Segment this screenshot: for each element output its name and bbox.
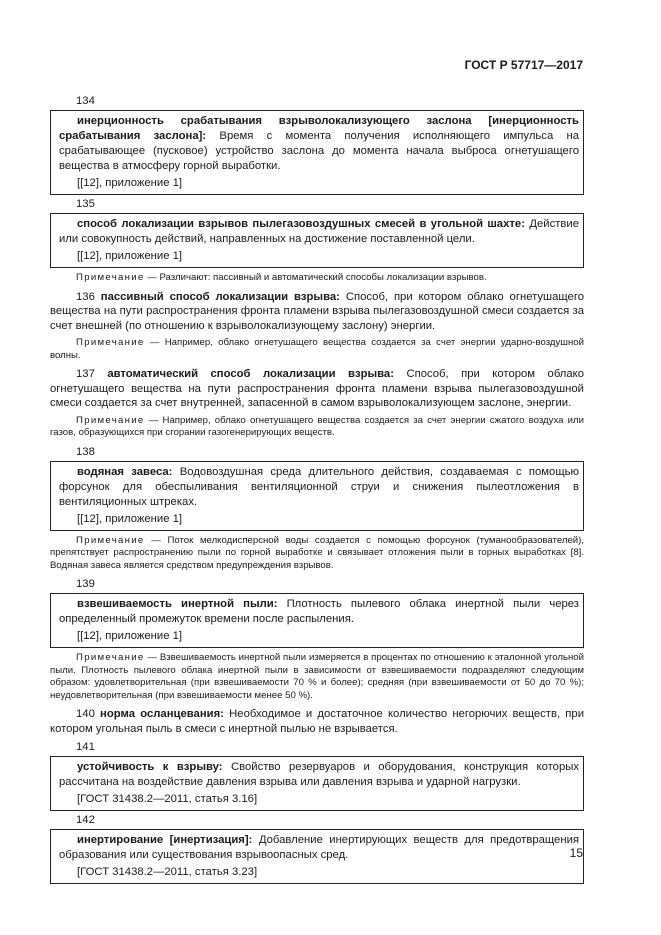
source-reference: [[12], приложение 1] (77, 250, 183, 262)
note-label: Примечание (76, 534, 145, 546)
definition: Водовоздушная среда длительного действия, создаваемая с помощью форсунок для обеспыливания вентиляционной струи и снижения пылеотложения в вентиляционных штреках. (59, 465, 579, 508)
source-reference: [[12], приложение 1] (77, 630, 183, 642)
note-139 (50, 652, 584, 702)
note-137 (50, 415, 584, 440)
term-box-138 (50, 461, 584, 531)
source-reference: [ГОСТ 31438.2—2011, статья 3.23] (77, 866, 258, 878)
document-code: ГОСТ Р 57717—2017 (464, 58, 583, 72)
term: инерционность срабатывания взрыволокализующего заслона [инерционность срабатывания заслона]: (59, 115, 579, 142)
term: устойчивость к взрыву: (77, 761, 223, 773)
term-definition (59, 465, 579, 510)
term-box-139 (50, 593, 584, 648)
definition: Свойство резервуаров и оборудования, конструкция которых рассчитана на воздействие давления взрыва или давления взрыва и ударной нагрузки. (59, 761, 580, 788)
definition: Время с момента получения исполняющего импульса на срабатывающее (пусковое) устройство заслона до момента начала выброса огнетушащего вещества в атмосферу горной выработки. (59, 130, 579, 172)
entry-number: 136 (76, 290, 95, 303)
definition: Способ, при котором облако огнетушащего вещества на пути распространения фронта пламени взрыва пылегазовоздушной смеси создается за счет внешней (по отношению к взрыволокализующему заслону) энергии. (50, 290, 584, 332)
term-definition (59, 597, 579, 627)
note-label: Примечание (76, 272, 145, 283)
note-135 (50, 272, 584, 285)
note-label: Примечание (76, 652, 145, 663)
entry-number: 138 (76, 445, 95, 458)
note-text: — Различают: пассивный и автоматический способы локализации взрывов. (147, 272, 487, 283)
source-reference: [[12], приложение 1] (77, 512, 183, 525)
term: автоматический способ локализации взрыва: (107, 368, 394, 380)
entry-137 (50, 367, 584, 411)
term-box-142 (50, 829, 584, 884)
term: взвешиваемость инертной пыли: (77, 598, 278, 610)
note-text: — Например, облако огнетушащего вещества создается за счет энергии ударно-воздушной волны. (50, 337, 584, 361)
term-definition (59, 833, 579, 863)
entry-number: 140 (76, 708, 95, 720)
note-138 (50, 535, 584, 573)
page-number: 15 (569, 846, 583, 860)
page-content (50, 94, 584, 886)
entry-number: 142 (76, 814, 95, 826)
definition: Плотность пылевого облака инертной пыли через определенный промежуток времени после распыления. (59, 598, 579, 625)
note-text: — Взвешиваемость инертной пыли измеряется в процентах по отношению к эталонной угольной пыли. Плотность пылевого облака инертной пыли в зависимости от взвешиваемости подразделяют следующим образом: удовлетворительная (при взвешиваемости 70 % и более); средняя (при взвешиваемости от 50 до 70 %); неудовлетворительная (при взвешиваемости менее 50 %). (50, 652, 585, 701)
term-box-141 (50, 756, 584, 811)
term: пассивный способ локализации взрыва: (100, 290, 340, 303)
definition: Необходимое и достаточное количество негорючих веществ, при котором угольная пыль в смеси с инертной пылью не взрывается. (50, 708, 585, 735)
term: водяная завеса: (77, 465, 173, 478)
entry-number: 139 (76, 578, 95, 590)
source-reference: [[12], приложение 1] (77, 177, 183, 189)
entry-number: 134 (76, 95, 95, 107)
note-label: Примечание (76, 414, 145, 426)
entry-number: 135 (76, 198, 95, 210)
term-box-135 (50, 213, 584, 268)
term: норма осланцевания: (100, 708, 224, 720)
entry-number: 141 (76, 741, 95, 753)
term: способ локализации взрывов пылегазовоздушных смесей в угольной шахте: (77, 218, 525, 230)
term-box-134 (50, 110, 584, 195)
definition: Добавление инертирующих веществ для предотвращения образования или существования взрывоопасных сред. (59, 834, 580, 861)
definition: Действие или совокупность действий, направленных на достижение поставленной цели. (59, 218, 579, 245)
term: инертирование [инертизация]: (77, 834, 253, 846)
source-reference: [ГОСТ 31438.2—2011, статья 3.16] (77, 793, 258, 805)
note-label: Примечание (76, 337, 145, 348)
entry-number: 137 (76, 368, 95, 380)
note-text: — Например, облако огнетушащего вещества создается за счет энергии сжатого воздуха или газов, образующихся при сгорании газогенерирующих веществ. (50, 414, 584, 438)
entry-136 (50, 290, 584, 334)
entry-140 (50, 707, 584, 736)
definition: Способ, при котором облако огнетушащего вещества на пути распространения фронта пламени взрыва пылегазовоздушной смеси создается за счет внутренней, запасенной в самом взрыволокализующем заслоне, энергии. (50, 368, 585, 409)
term-definition (59, 760, 579, 790)
term-definition (59, 114, 579, 174)
note-136 (50, 337, 584, 362)
note-text: — Поток мелкодисперсной воды создается с помощью форсунок (туманообразователей), препятствует распространению пыли по горной выработке и связывает отложения пыли в горных выработках [8]. Водяная завеса является средством предупреждения взрывов. (50, 534, 584, 571)
term-definition (59, 217, 579, 247)
